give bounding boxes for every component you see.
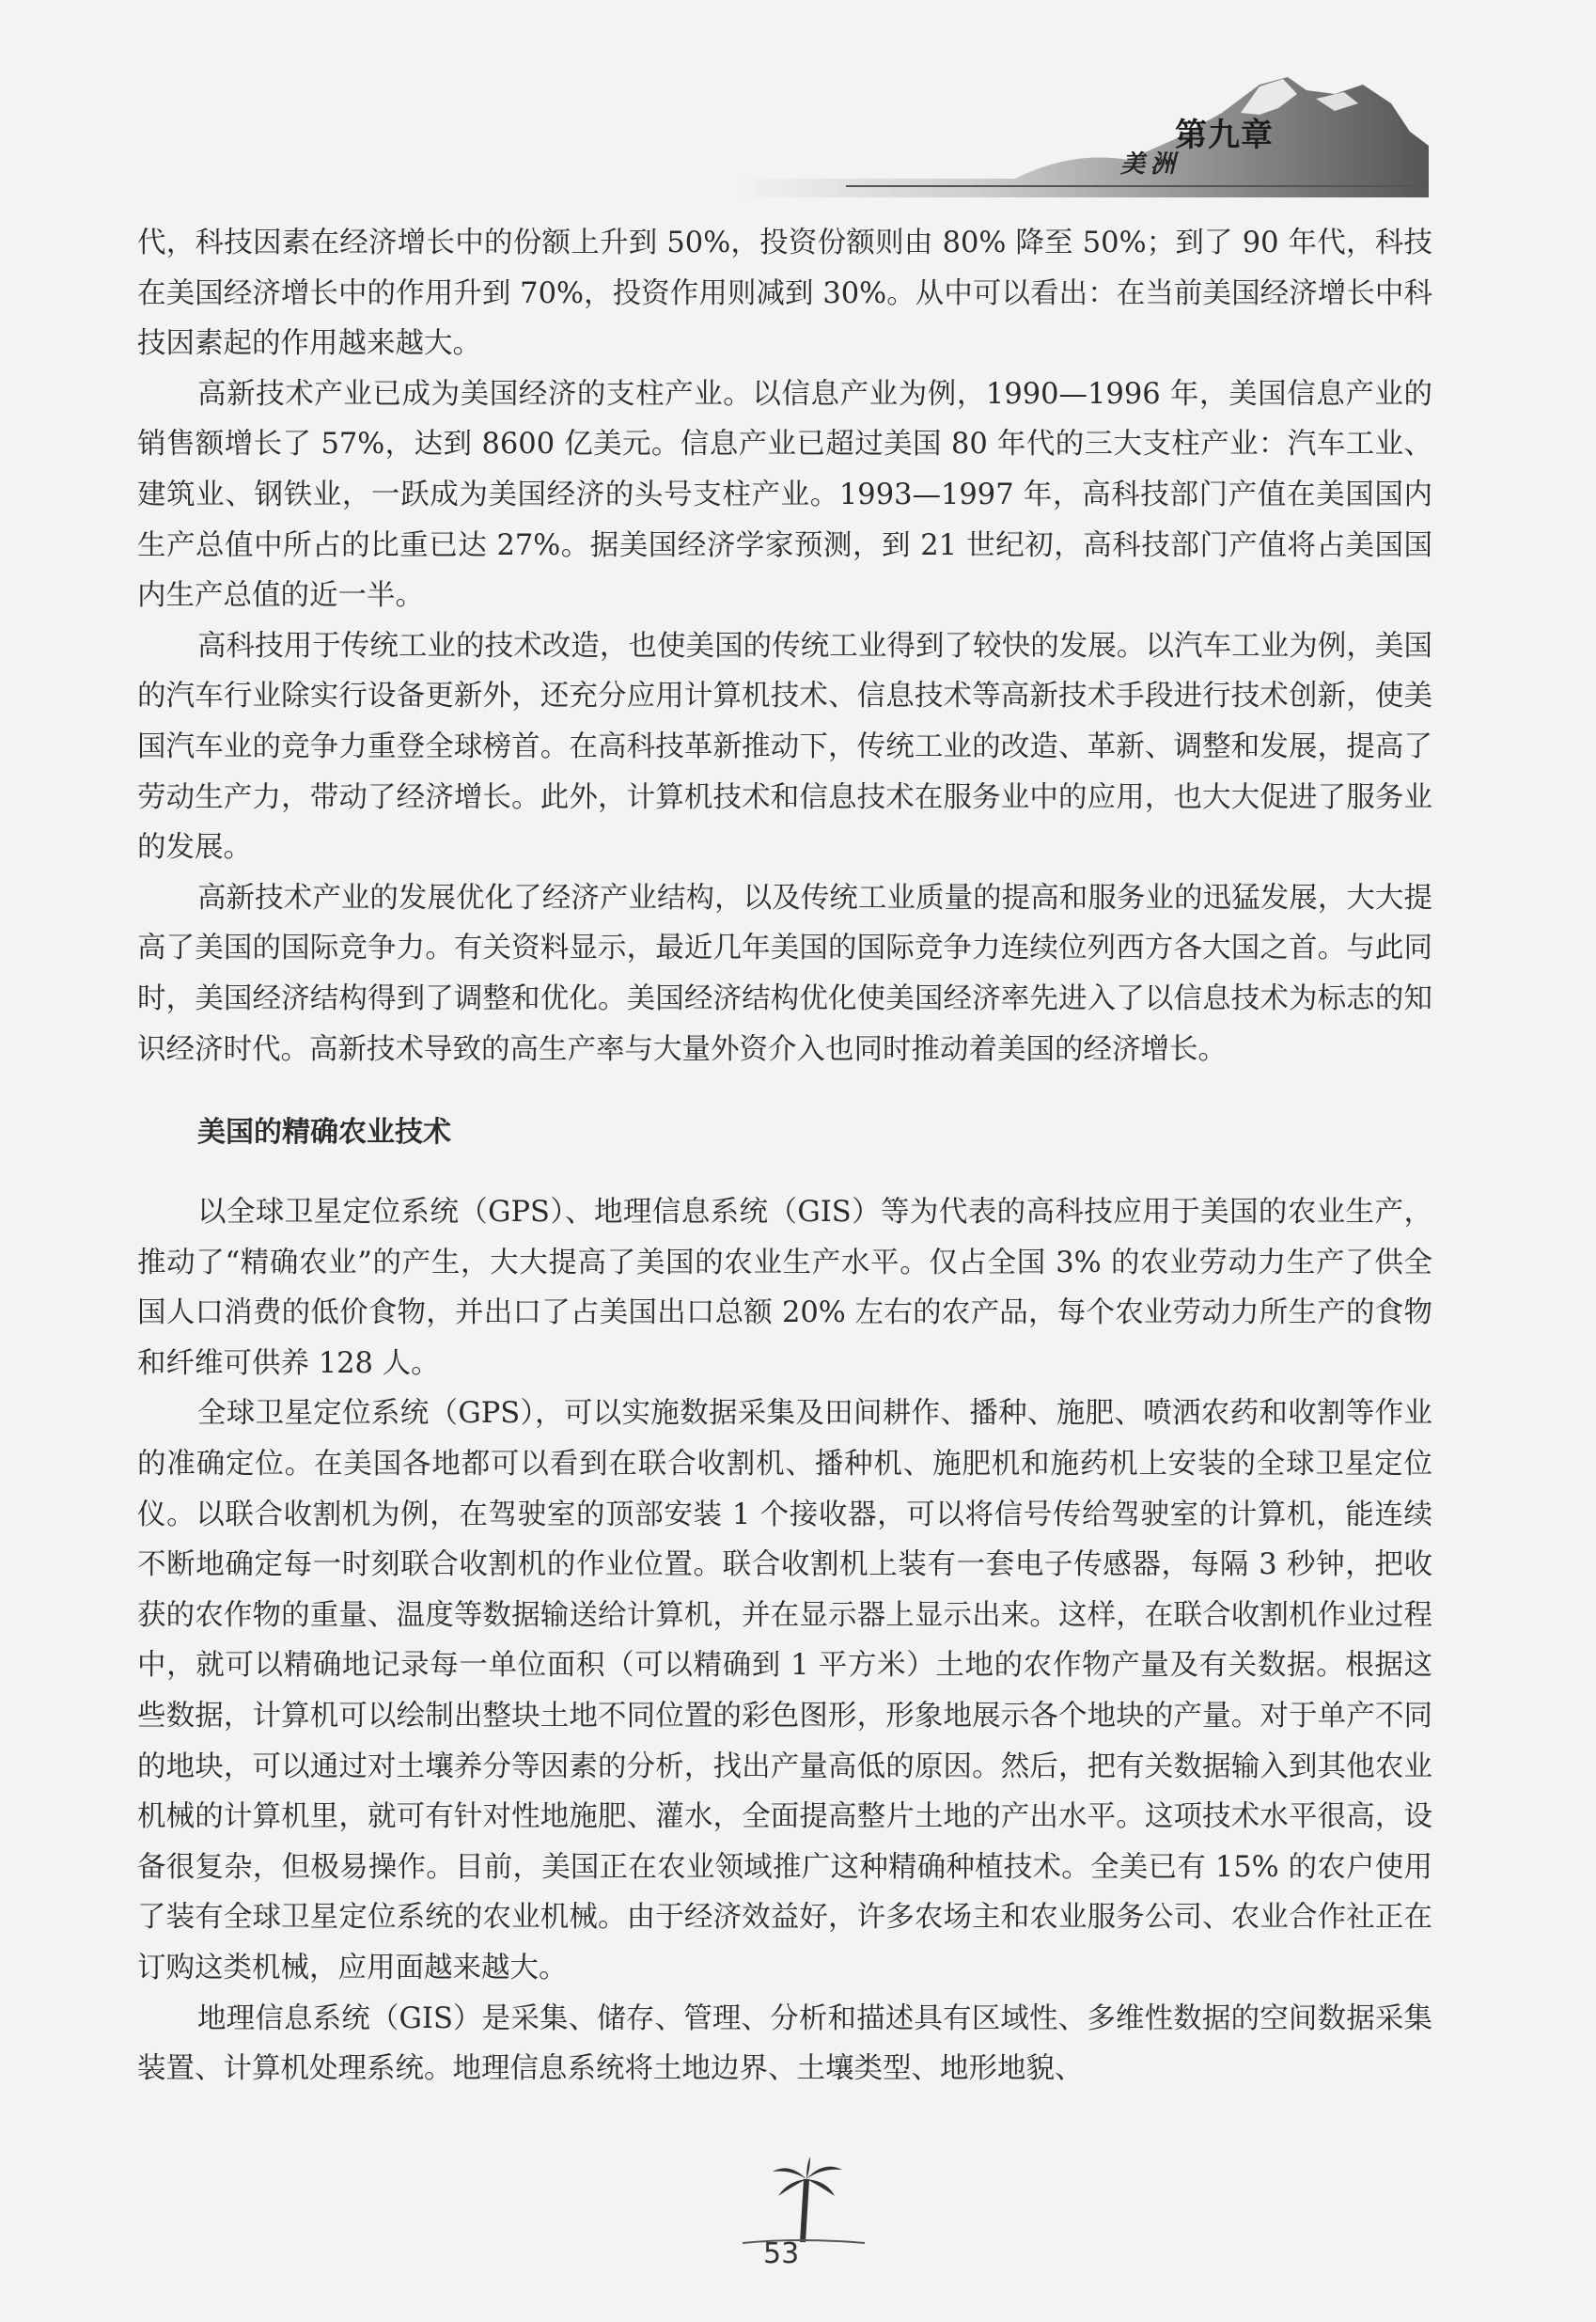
page-footer xyxy=(724,2153,874,2284)
page-number: 53 xyxy=(763,2237,800,2270)
paragraph-3: 高科技用于传统工业的技术改造，也使美国的传统工业得到了较快的发展。以汽车工业为例，美国的汽车行业除实行设备更新外，还充分应用计算机技术、信息技术等高新技术手段进行技术创新，使美国汽车业的竞争力重登全球榜首。在高科技革新推动下，传统工业的改造、革新、调整和发展，提高了劳动生产力，带动了经济增长。此外，计算机技术和信息技术在服务业中的应用，也大大促进了服务业的发展。 xyxy=(137,629,1432,865)
paragraph-4: 高新技术产业的发展优化了经济产业结构，以及传统工业质量的提高和服务业的迅猛发展，大大提高了美国的国际竞争力。有关资料显示，最近几年美国的国际竞争力连续位列西方各大国之首。与此同时，美国经济结构得到了调整和优化。美国经济结构优化使美国经济率先进入了以信息技术为标志的知识经济时代。高新技术导致的高生产率与大量外资介入也同时推动着美国的经济增长。 xyxy=(137,881,1432,1066)
palm-tree-icon xyxy=(724,2153,874,2247)
paragraph-7: 地理信息系统（GIS）是采集、储存、管理、分析和描述具有区域性、多维性数据的空间数据采集装置、计算机处理系统。地理信息系统将土地边界、土壤类型、地形地貌、 xyxy=(137,2001,1432,2086)
mountain-banner-icon xyxy=(733,56,1429,197)
body-text xyxy=(137,218,1432,2095)
chapter-title: 第九章 xyxy=(1175,117,1274,154)
paragraph-6: 全球卫星定位系统（GPS），可以实施数据采集及田间耕作、播种、施肥、喷洒农药和收割等作业的准确定位。在美国各地都可以看到在联合收割机、播种机、施肥机和施药机上安装的全球卫星定位仪。以联合收割机为例，在驾驶室的顶部安装 1 个接收器，可以将信号传给驾驶室的计算机，能连续不断地确定每一时刻联合收割机的作业位置。联合收割机上装有一套电子传感器，每隔 3 秒钟，把收获的农作物的重量、温度等数据输送给计算机，并在显示器上显示出来。这样，在联合收割机作业过程中，就可以精确地记录每一单位面积（可以精确到 1 平方米）土地的农作物产量及有关数据。根据这些数据，计算机可以绘制出整块土地不同位置的彩色图形，形象地展示各个地块的产量。对于单产不同的地块，可以通过对土壤养分等因素的分析，找出产量高低的原因。然后，把有关数据输入到其他农业机械的计算机里，就可有针对性地施肥、灌水，全面提高整片土地的产出水平。这项技术水平很高，设备很复杂，但极易操作。目前，美国正在农业领域推广这种精确种植技术。全美已有 15% 的农户使用了装有全球卫星定位系统的农业机械。由于经济效益好，许多农场主和农业服务公司、农业合作社正在订购这类机械，应用面越来越大。 xyxy=(137,1397,1432,1985)
paragraph-2: 高新技术产业已成为美国经济的支柱产业。以信息产业为例，1990—1996 年，美国信息产业的销售额增长了 57%，达到 8600 亿美元。信息产业已超过美国 80 年代的三大支柱产业：汽车工业、建筑业、钢铁业，一跃成为美国经济的头号支柱产业。1993—1997 年，高科技部门产值在美国国内生产总值中所占的比重已达 27%。据美国经济学家预测，到 21 世纪初，高科技部门产值将占美国国内生产总值的近一半。 xyxy=(137,377,1432,613)
paragraph-1: 代，科技因素在经济增长中的份额上升到 50%，投资份额则由 80% 降至 50%；到了 90 年代，科技在美国经济增长中的作用升到 70%，投资作用则减到 30%。从中可以看出：在当前美国经济增长中科技因素起的作用越来越大。 xyxy=(137,227,1432,361)
chapter-subtitle: 美洲 xyxy=(1120,150,1181,179)
paragraph-5: 以全球卫星定位系统（GPS）、地理信息系统（GIS）等为代表的高科技应用于美国的农业生产，推动了“精确农业”的产生，大大提高了美国的农业生产水平。仅占全国 3% 的农业劳动力生产了供全国人口消费的低价食物，并出口了占美国出口总额 20% 左右的农产品，每个农业劳动力所生产的食物和纤维可供养 128 人。 xyxy=(137,1196,1432,1380)
section-title: 美国的精确农业技术 xyxy=(197,1116,451,1150)
chapter-header xyxy=(733,56,1429,197)
